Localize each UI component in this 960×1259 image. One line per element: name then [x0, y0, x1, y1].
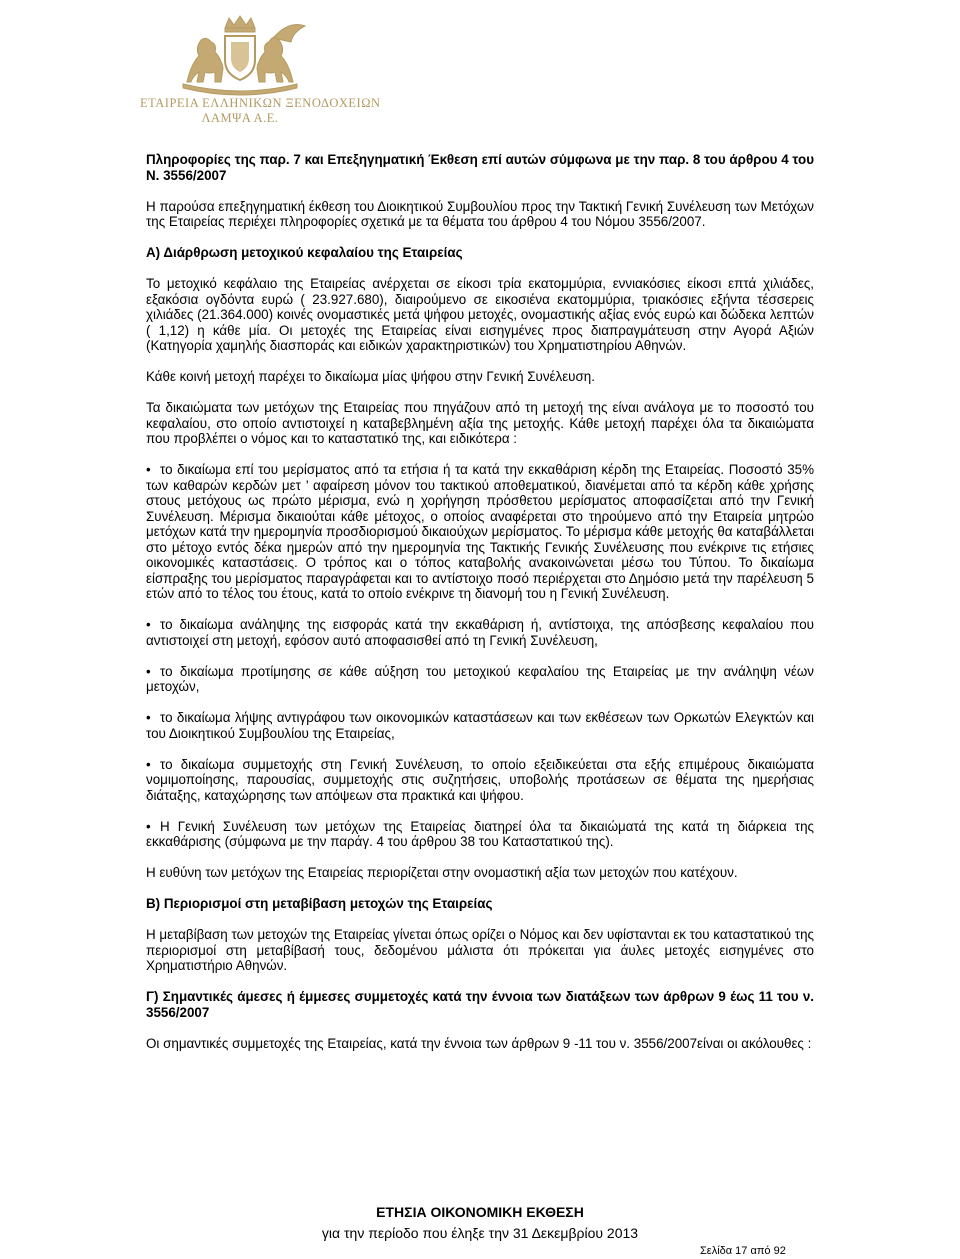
section-b-title: Β) Περιορισμοί στη μεταβίβαση μετοχών της Εταιρείας: [146, 896, 493, 911]
section-a-paragraph-2: Κάθε κοινή μετοχή παρέχει το δικαίωμα μίας ψήφου στην Γενική Συνέλευση.: [146, 369, 595, 384]
company-legal-form: ΛΑΜΨΑ Α.Ε.: [201, 111, 279, 125]
section-c-title: Γ) Σημαντικές άμεσες ή έμμεσες συμμετοχές κατά την έννοια των διατάξεων των άρθρων 9 έως 11 του ν. 3556/2007: [146, 989, 814, 1020]
company-logo: [140, 14, 381, 132]
bullet-icon: •: [146, 663, 151, 679]
footer-title: ΕΤΗΣΙΑ ΟΙΚΟΝΟΜΙΚΗ ΕΚΘΕΣΗ: [376, 1204, 584, 1220]
section-a-title: Α) Διάρθρωση μετοχικού κεφαλαίου της Εταιρείας: [146, 245, 463, 260]
bullet-icon: •: [146, 462, 151, 477]
footer-period: για την περίοδο που έληξε την 31 Δεκεμβρίου 2013: [321, 1225, 639, 1241]
section-a-paragraph-3: Τα δικαιώματα των μετόχων της Εταιρείας που πηγάζουν από τη μετοχή της είναι ανάλογα με το ποσοστό του κεφαλαίου, στο οποίο αντιστοιχεί η καταβεβλημένη αξία της μετοχής. Κάθε μετοχή παρέχει όλα τα δικαιώματα που προβλέπει ο νόμος και το καταστατικό της, και ειδικότερα :: [146, 400, 814, 446]
company-name: ΕΤΑΙΡΕΙΑ ΕΛΛΗΝΙΚΩΝ ΞΕΝΟΔΟΧΕΙΩΝ: [140, 96, 381, 110]
bullet-item: [146, 462, 814, 602]
bullet-icon: •: [146, 818, 151, 834]
document-body: [146, 152, 814, 1051]
bullet-icon: •: [146, 756, 151, 772]
bullet-item: [146, 757, 814, 804]
coat-of-arms-icon: [165, 14, 315, 96]
bullet-text: το δικαίωμα επί του μερίσματος από τα ετήσια ή τα κατά την εκκαθάριση κέρδη της Εταιρείας. Ποσοστό 35% των καθαρών κερδών μετ ’ αφαίρεση μόνον του τακτικού αποθεματικού, διανέμεται από τα κέρδη κάθε χρήσης στους μετόχους ως πρώτο μέρισμα, ενώ η χορήγηση πρόσθετου μερίσματος αποφασίζεται από την Γενική Συνέλευση. Μέρισμα δικαιούται κάθε μέτοχος, ο οποίος αναφέρεται στο τηρούμενο από την Εταιρεία μητρώο μετόχων κατά την ημερομηνία προσδιορισμού δικαιούχων μερίσματος. Το μέρισμα κάθε μετοχής θα καταβάλλεται στο μέτοχο εντός δέκα ημερών από την ημερομηνία της Τακτικής Γενικής Συνέλευσης που ενέκρινε τις ετήσιες οικονομικές καταστάσεις. Ο τρόπος και ο τόπος καταβολής ανακοινώνεται μέσω του Τύπου. Το δικαίωμα είσπραξης του μερίσματος παραγράφεται και το αντίστοιχο ποσό περιέρχεται στο Δημόσιο μετά την παρέλευση 5 ετών από το τέλος του έτους, κατά το οποίο ενέκρινε τη διανομή του η Γενική Συνέλευση.: [146, 462, 814, 601]
bullet-text: το δικαίωμα λήψης αντιγράφου των οικονομικών καταστάσεων και των εκθέσεων των Ορκωτών Ελεγκτών και του Διοικητικού Συμβουλίου της Εταιρείας,: [146, 710, 814, 741]
bullet-item: [146, 710, 814, 741]
page-heading: Πληροφορίες της παρ. 7 και Επεξηγηματική Έκθεση επί αυτών σύμφωνα με την παρ. 8 του άρθρου 4 του Ν. 3556/2007: [146, 152, 814, 183]
section-a-paragraph-1: Το μετοχικό κεφάλαιο της Εταιρείας ανέρχεται σε είκοσι τρία εκατομμύρια, εννιακόσιες είκοσι επτά χιλιάδες, εξακόσια ογδόντα ευρώ ( 23.927.680), διαιρούμενο σε εικοσιένα εκατομμύρια, τριακόσιες εξήντα τέσσερεις χιλιάδες (21.364.000) κοινές ονομαστικές μετά ψήφου μετοχές, ονομαστικής αξίας ενός ευρώ και δώδεκα λεπτών ( 1,12) η κάθε μία. Οι μετοχές της Εταιρείας είναι εισηγμένες προς διαπραγμάτευση στην Αγορά Αξιών (Κατηγορία χαμηλής διασποράς και ειδικών χαρακτηριστικών) του Χρηματιστηρίου Αθηνών.: [146, 276, 814, 353]
bullet-text: Η Γενική Συνέλευση των μετόχων της Εταιρείας διατηρεί όλα τα δικαιώματά της κατά τη διάρκεια της εκκαθάρισης (σύμφωνα με την παράγ. 4 του άρθρου 38 του Καταστατικού της).: [146, 818, 814, 849]
section-b-paragraph-1: Η μεταβίβαση των μετοχών της Εταιρείας γίνεται όπως ορίζει ο Νόμος και δεν υφίστανται εκ του καταστατικού της περιορισμοί στη μεταβίβασή τους, δεδομένου μάλιστα ότι πρόκειται για άυλες μετοχές εισηγμένες στο Χρηματιστήριο Αθηνών.: [146, 927, 814, 973]
page-number: Σελίδα 17 από 92: [700, 1245, 786, 1257]
bullet-text: το δικαίωμα συμμετοχής στη Γενική Συνέλευση, το οποίο εξειδικεύεται στα εξής επιμέρους δικαιώματα νομιμοποίησης, παρουσίας, συμμετοχής στις συζητήσεις, υποβολής προτάσεων σε θέματα της ημερήσιας διάταξης, καταχώρησης των απόψεων στα πρακτικά και ψήφου.: [146, 756, 814, 803]
section-c-paragraph-1: Οι σημαντικές συμμετοχές της Εταιρείας, κατά την έννοια των άρθρων 9 -11 του ν. 3556/2007είναι οι ακόλουθες :: [146, 1035, 812, 1051]
section-a-paragraph-4: Η ευθύνη των μετόχων της Εταιρείας περιορίζεται στην ονομαστική αξία των μετοχών που κατέχουν.: [146, 865, 738, 880]
bullet-item: [146, 617, 814, 648]
bullet-text: το δικαίωμα προτίμησης σε κάθε αύξηση του μετοχικού κεφαλαίου της Εταιρείας με την ανάληψη νέων μετοχών,: [146, 663, 814, 694]
bullet-text: το δικαίωμα ανάληψης της εισφοράς κατά την εκκαθάριση ή, αντίστοιχα, της απόσβεσης κεφαλαίου που αντιστοιχεί στη μετοχή, εφόσον αυτό αποφασισθεί από τη Γενική Συνέλευση,: [146, 617, 814, 648]
intro-paragraph: Η παρούσα επεξηγηματική έκθεση του Διοικητικού Συμβουλίου προς την Τακτική Γενική Συνέλευση των Μετόχων της Εταιρείας περιέχει πληροφορίες σχετικά με τα θέματα του άρθρου 4 του Νόμου 3556/2007.: [146, 198, 814, 229]
bullet-item: [146, 819, 814, 850]
bullet-icon: •: [146, 617, 151, 632]
bullet-item: [146, 664, 814, 695]
bullet-icon: •: [146, 710, 151, 725]
